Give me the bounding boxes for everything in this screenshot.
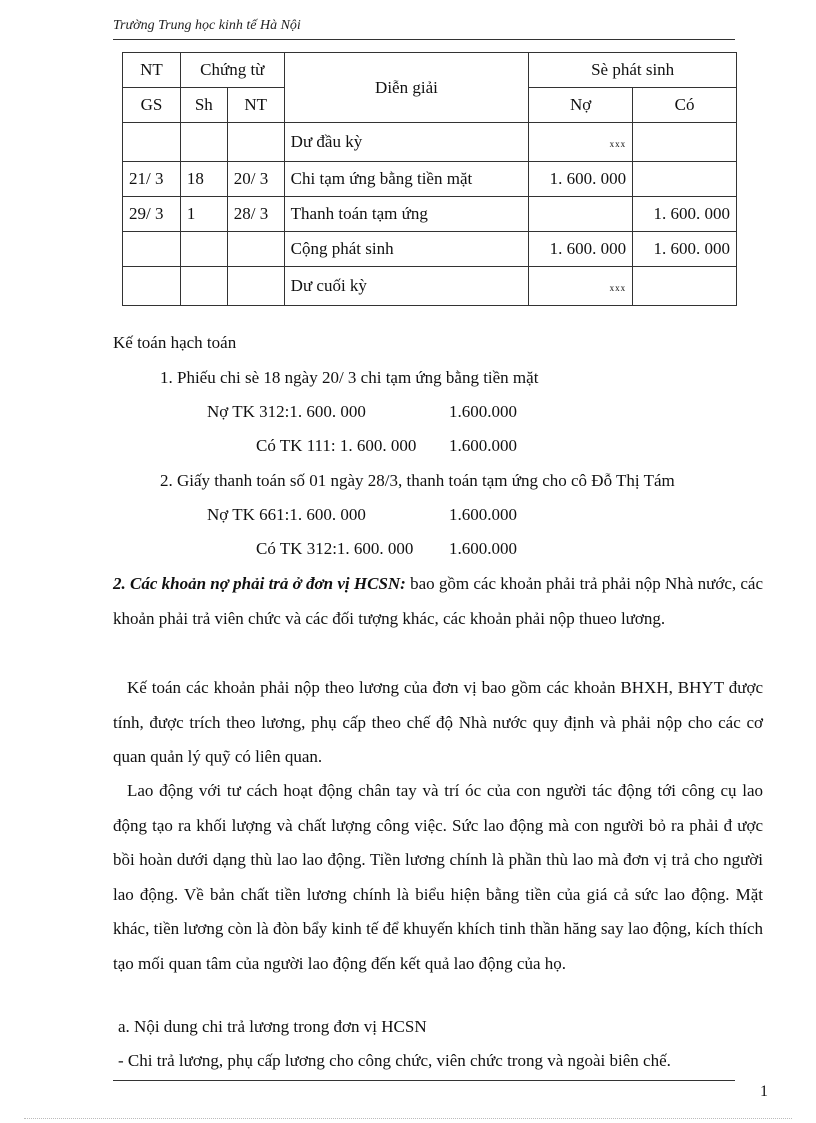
paragraph-payroll-deductions: Kế toán các khoản phải nộp theo lương của đơn vị bao gồm các khoản BHXH, BHYT được tính, được trích theo lương, phụ cấp theo chế độ Nhà nước quy định và phải nộp cho các cơ quan quản lý quỹ có liên quan. bbox=[113, 678, 763, 767]
entry-2-debit-amount: 1.600.000 bbox=[449, 505, 517, 524]
cell-dien-giai: Dư cuối kỳ bbox=[284, 267, 529, 306]
table-row bbox=[123, 123, 737, 162]
paragraph-labor: Lao động với tư cách hoạt động chân tay và trí óc của con người tác động tới công cụ lao động tạo ra khối lượng và chất lượng công việc. Sức lao động mà con người bỏ ra phải đ ược bồi hoàn dưới dạng thù lao lao động. Tiền lương chính là phần thù lao mà đơn vị trả cho người lao động. Về bản chất tiền lương chính là biểu hiện bằng tiền của giá cả sức lao động. Mặt khác, tiền lương còn là đòn bẩy kinh tế để khuyến khích tinh thần hăng say lao động, kích thích tạo mối quan tâm của người lao động đến kết quả lao động của họ. bbox=[113, 781, 763, 973]
cell-dien-giai: Dư đầu kỳ bbox=[284, 123, 529, 162]
accounting-title: Kế toán hạch toán bbox=[113, 333, 237, 352]
section-2-paragraph bbox=[113, 567, 763, 636]
cell-ntgs bbox=[123, 232, 181, 267]
header-gs: GS bbox=[123, 88, 181, 123]
cell-nt bbox=[227, 123, 284, 162]
entry-2-credit-amount: 1.600.000 bbox=[449, 539, 517, 558]
entry-1-debit-amount: 1.600.000 bbox=[449, 402, 517, 421]
cell-nt bbox=[227, 232, 284, 267]
entry-2-credit: Có TK 312:1. 600. 000 bbox=[256, 539, 414, 558]
entry-1-debit: Nợ TK 312:1. 600. 000 bbox=[207, 402, 366, 421]
cell-nt: 20/ 3 bbox=[227, 162, 284, 197]
subsection-a: a. Nội dung chi trả lương trong đơn vị HCSN bbox=[118, 1017, 427, 1036]
page-number: 1 bbox=[760, 1083, 768, 1100]
cell-ntgs bbox=[123, 267, 181, 306]
cell-ntgs: 29/ 3 bbox=[123, 197, 181, 232]
cell-no bbox=[529, 197, 633, 232]
header-chung-tu: Chứng từ bbox=[180, 53, 284, 88]
cell-sh bbox=[180, 232, 227, 267]
cell-nt: 28/ 3 bbox=[227, 197, 284, 232]
header-rule bbox=[113, 39, 735, 40]
table-header-row bbox=[123, 53, 737, 88]
cell-co bbox=[633, 123, 737, 162]
section-2-heading: 2. Các khoản nợ phải trả ở đơn vị HCSN: bbox=[113, 574, 406, 593]
accounting-item-2: 2. Giấy thanh toán số 01 ngày 28/3, thanh toán tạm ứng cho cô Đỗ Thị Tám bbox=[160, 471, 675, 490]
cell-no: xxx bbox=[529, 123, 633, 162]
cell-dien-giai: Thanh toán tạm ứng bbox=[284, 197, 529, 232]
cell-co bbox=[633, 267, 737, 306]
table-row bbox=[123, 232, 737, 267]
header-dien-giai: Diễn giải bbox=[284, 53, 529, 123]
cell-nt bbox=[227, 267, 284, 306]
cell-no: 1. 600. 000 bbox=[529, 162, 633, 197]
cell-ntgs: 21/ 3 bbox=[123, 162, 181, 197]
header-co: Có bbox=[633, 88, 737, 123]
cell-ntgs bbox=[123, 123, 181, 162]
accounting-item-1: 1. Phiếu chi sè 18 ngày 20/ 3 chi tạm ứng bằng tiền mặt bbox=[160, 368, 539, 387]
cell-co: 1. 600. 000 bbox=[633, 197, 737, 232]
section-2-intro: bao gồm các khoản phải trả phải nộp Nhà nước, các khoản phải trả viên chức và các đối tượng khác, các khoản phải nộp thueo lương. bbox=[113, 574, 764, 628]
table-row bbox=[123, 267, 737, 306]
header-nt-date: NT bbox=[227, 88, 284, 123]
cell-sh bbox=[180, 123, 227, 162]
table-row bbox=[123, 197, 737, 232]
bullet-item: - Chi trả lương, phụ cấp lương cho công chức, viên chức trong và ngoài biên chế. bbox=[118, 1051, 671, 1070]
page-edge-divider bbox=[24, 1118, 792, 1119]
entry-2-debit: Nợ TK 661:1. 600. 000 bbox=[207, 505, 366, 524]
ledger-table bbox=[122, 52, 737, 306]
header-so-phat-sinh: Sè phát sinh bbox=[529, 53, 737, 88]
school-header: Trường Trung học kinh tế Hà Nội bbox=[113, 18, 301, 33]
footer-rule bbox=[113, 1080, 735, 1081]
cell-no: 1. 600. 000 bbox=[529, 232, 633, 267]
table-row bbox=[123, 162, 737, 197]
cell-sh bbox=[180, 267, 227, 306]
header-no: Nợ bbox=[529, 88, 633, 123]
cell-dien-giai: Chi tạm ứng bằng tiền mặt bbox=[284, 162, 529, 197]
entry-1-credit: Có TK 111: 1. 600. 000 bbox=[256, 436, 417, 455]
cell-co: 1. 600. 000 bbox=[633, 232, 737, 267]
header-nt: NT bbox=[123, 53, 181, 88]
entry-1-credit-amount: 1.600.000 bbox=[449, 436, 517, 455]
cell-no: xxx bbox=[529, 267, 633, 306]
cell-co bbox=[633, 162, 737, 197]
header-sh: Sh bbox=[180, 88, 227, 123]
cell-sh: 1 bbox=[180, 197, 227, 232]
cell-sh: 18 bbox=[180, 162, 227, 197]
cell-dien-giai: Cộng phát sinh bbox=[284, 232, 529, 267]
